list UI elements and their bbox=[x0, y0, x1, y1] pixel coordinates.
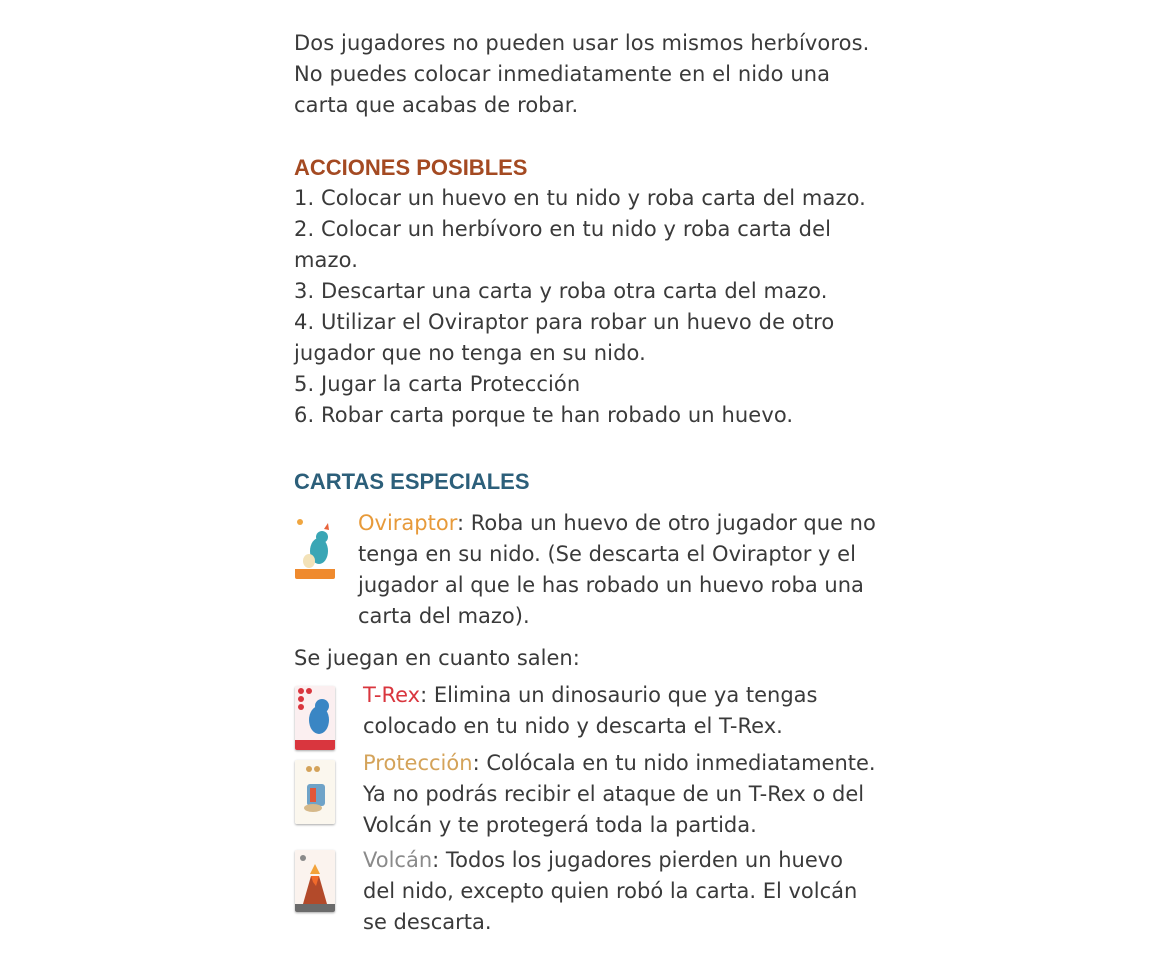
acciones-line: jugador que no tenga en su nido. bbox=[294, 341, 646, 365]
proteccion-text: Volcán y te protegerá toda la partida. bbox=[363, 813, 757, 837]
proteccion-text: Ya no podrás recibir el ataque de un T-Rex o del bbox=[363, 782, 865, 806]
trex-card-icon bbox=[295, 686, 335, 750]
trex-description bbox=[363, 680, 903, 742]
trex-text: : Elimina un dinosaurio que ya tengas bbox=[420, 683, 818, 707]
volcan-name: Volcán bbox=[363, 848, 433, 872]
intro-paragraph bbox=[294, 28, 914, 121]
oviraptor-text: tenga en su nido. (Se descarta el Oviraptor y el bbox=[358, 542, 856, 566]
proteccion-card-icon bbox=[295, 760, 335, 824]
acciones-line: 6. Robar carta porque te han robado un huevo. bbox=[294, 403, 794, 427]
oviraptor-card-icon bbox=[295, 517, 335, 579]
oviraptor-name: Oviraptor bbox=[358, 511, 457, 535]
trex-name: T-Rex bbox=[363, 683, 421, 707]
oviraptor-text: : Roba un huevo de otro jugador que no bbox=[456, 511, 876, 535]
volcan-description bbox=[363, 845, 903, 938]
acciones-line: 4. Utilizar el Oviraptor para robar un huevo de otro bbox=[294, 310, 835, 334]
oviraptor-description bbox=[358, 508, 898, 632]
acciones-heading: ACCIONES POSIBLES bbox=[294, 155, 528, 180]
oviraptor-text: carta del mazo). bbox=[358, 604, 530, 628]
cartas-heading: CARTAS ESPECIALES bbox=[294, 469, 530, 494]
proteccion-description bbox=[363, 748, 903, 841]
acciones-line: 2. Colocar un herbívoro en tu nido y roba carta del bbox=[294, 217, 832, 241]
acciones-line: 3. Descartar una carta y roba otra carta del mazo. bbox=[294, 279, 828, 303]
acciones-line: 1. Colocar un huevo en tu nido y roba carta del mazo. bbox=[294, 186, 866, 210]
acciones-line: mazo. bbox=[294, 248, 359, 272]
oviraptor-text: jugador al que le has robado un huevo roba una bbox=[358, 573, 864, 597]
trex-text: colocado en tu nido y descarta el T-Rex. bbox=[363, 714, 783, 738]
se-juegan-text: Se juegan en cuanto salen: bbox=[294, 646, 580, 670]
intro-line: carta que acabas de robar. bbox=[294, 93, 579, 117]
proteccion-name: Protección bbox=[363, 751, 473, 775]
proteccion-text: : Colócala en tu nido inmediatamente. bbox=[472, 751, 876, 775]
intro-line: No puedes colocar inmediatamente en el nido una bbox=[294, 62, 831, 86]
volcan-text: : Todos los jugadores pierden un huevo bbox=[432, 848, 844, 872]
acciones-list bbox=[294, 183, 914, 431]
intro-line: Dos jugadores no pueden usar los mismos herbívoros. bbox=[294, 31, 870, 55]
volcan-card-icon bbox=[295, 850, 335, 912]
volcan-text: se descarta. bbox=[363, 910, 492, 934]
acciones-line: 5. Jugar la carta Protección bbox=[294, 372, 581, 396]
volcan-text: del nido, excepto quien robó la carta. El volcán bbox=[363, 879, 858, 903]
